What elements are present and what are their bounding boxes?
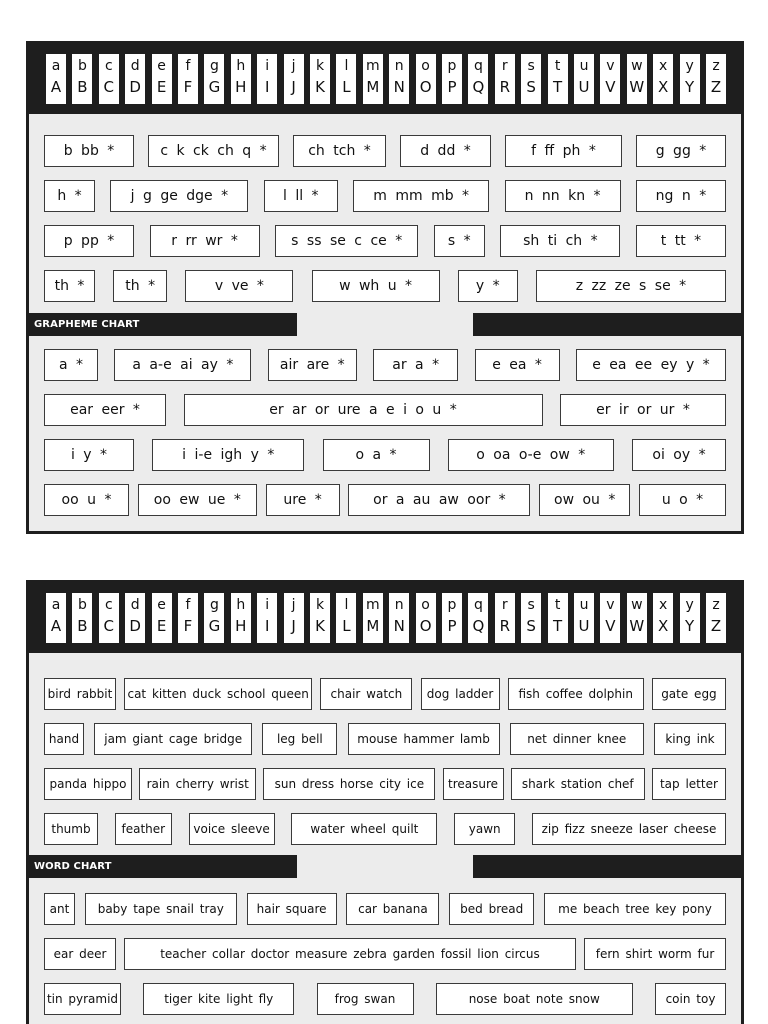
uppercase-letter: Y [685,78,695,96]
uppercase-letter: V [605,78,616,96]
word-vowel-row-2 [44,938,726,970]
lowercase-letter: l [344,597,349,613]
grapheme-box: cat kitten duck school queen [124,678,312,710]
uppercase-letter: N [393,617,405,635]
letter-box-i [257,593,277,643]
grapheme-box: tiger kite light fly [143,983,294,1015]
uppercase-letter: A [50,617,62,635]
lowercase-letter: p [447,58,457,74]
section-bar-grapheme [473,313,741,336]
grapheme-box: a a-e ai ay * [114,349,251,381]
lowercase-letter: o [421,58,430,74]
uppercase-letter: P [447,78,457,96]
lowercase-letter: c [104,58,113,74]
lowercase-letter: g [209,58,219,74]
grapheme-box: leg bell [262,723,337,755]
uppercase-letter: Q [472,617,485,635]
grapheme-box: oi oy * [632,439,726,471]
letter-box-z [706,593,726,643]
grapheme-box: voice sleeve [189,813,275,845]
grapheme-box: ure * [266,484,340,516]
grapheme-box: d dd * [400,135,491,167]
grapheme-consonant-row-3 [44,225,726,257]
lowercase-letter: b [77,58,87,74]
lowercase-letter: n [394,597,404,613]
uppercase-letter: Q [472,78,485,96]
grapheme-box: w wh u * [312,270,440,302]
letter-box-s [521,593,541,643]
grapheme-box: fish coffee dolphin [508,678,644,710]
grapheme-box: oo u * [44,484,129,516]
uppercase-letter: I [264,78,270,96]
letter-box-y [680,54,700,104]
grapheme-box: gate egg [652,678,726,710]
lowercase-letter: s [527,597,535,613]
word-consonant-row-2 [44,723,726,755]
grapheme-box: ch tch * [293,135,386,167]
grapheme-box: g gg * [636,135,726,167]
lowercase-letter: s [527,58,535,74]
grapheme-box: sh ti ch * [500,225,620,257]
lowercase-letter: i [265,597,270,613]
letter-box-m [363,54,383,104]
lowercase-letter: a [51,58,61,74]
letter-box-h [231,593,251,643]
grapheme-box: l ll * [264,180,338,212]
uppercase-letter: C [103,617,115,635]
letter-box-e [152,54,172,104]
letter-box-o [416,54,436,104]
uppercase-letter: G [208,78,221,96]
uppercase-letter: E [156,78,167,96]
lowercase-letter: b [77,597,87,613]
grapheme-box: o a * [323,439,430,471]
grapheme-box: v ve * [185,270,293,302]
grapheme-box: feather [115,813,172,845]
uppercase-letter: D [129,617,141,635]
grapheme-box: me beach tree key pony [544,893,726,925]
uppercase-letter: V [605,617,616,635]
lowercase-letter: v [606,58,615,74]
grapheme-box: baby tape snail tray [85,893,237,925]
uppercase-letter: I [264,617,270,635]
letter-box-i [257,54,277,104]
uppercase-letter: O [419,78,432,96]
uppercase-letter: O [419,617,432,635]
grapheme-box: teacher collar doctor measure zebra garden fossil lion circus [124,938,576,970]
lowercase-letter: v [606,597,615,613]
grapheme-box: thumb [44,813,98,845]
uppercase-letter: Z [710,617,722,635]
uppercase-letter: N [393,78,405,96]
letter-box-u [574,54,594,104]
letter-box-n [389,593,409,643]
uppercase-letter: L [342,78,351,96]
letter-box-p [442,593,462,643]
letter-box-u [574,593,594,643]
grapheme-box: th * [44,270,95,302]
grapheme-box: sun dress horse city ice [263,768,435,800]
uppercase-letter: J [291,617,296,635]
grapheme-box: b bb * [44,135,134,167]
letter-box-b [72,54,92,104]
lowercase-letter: h [236,597,246,613]
grapheme-box: nose boat note snow [436,983,633,1015]
grapheme-box: o oa o-e ow * [448,439,614,471]
lowercase-letter: u [579,597,589,613]
lowercase-letter: r [501,597,508,613]
uppercase-letter: G [208,617,221,635]
grapheme-box: bird rabbit [44,678,116,710]
grapheme-box: r rr wr * [150,225,260,257]
lowercase-letter: i [265,58,270,74]
uppercase-letter: Z [710,78,722,96]
lowercase-letter: x [659,58,668,74]
lowercase-letter: q [473,597,483,613]
uppercase-letter: W [629,617,645,635]
uppercase-letter: H [235,617,247,635]
word-vowel-row-3 [44,983,726,1015]
grapheme-box: ear eer * [44,394,166,426]
grapheme-box: zip fizz sneeze laser cheese [532,813,726,845]
grapheme-box: er ar or ure a e i o u * [184,394,543,426]
uppercase-letter: B [77,617,88,635]
grapheme-chart [26,41,744,534]
grapheme-box: z zz ze s se * [536,270,726,302]
uppercase-letter: Y [685,617,695,635]
letter-box-n [389,54,409,104]
uppercase-letter: U [578,78,590,96]
letter-box-w [627,593,647,643]
uppercase-letter: L [342,617,351,635]
uppercase-letter: J [291,78,296,96]
grapheme-box: h * [44,180,95,212]
word-consonant-row-4 [44,813,726,845]
grapheme-box: a * [44,349,98,381]
letter-box-d [125,593,145,643]
grapheme-box: tin pyramid [44,983,121,1015]
lowercase-letter: r [501,58,508,74]
lowercase-letter: k [315,58,325,74]
grapheme-box: n nn kn * [505,180,621,212]
grapheme-box: shark station chef [511,768,645,800]
section-label-word: WORD CHART [29,855,297,878]
lowercase-letter: g [209,597,219,613]
uppercase-letter: F [183,78,193,96]
lowercase-letter: m [365,597,380,613]
uppercase-letter: X [658,78,669,96]
grapheme-box: yawn [454,813,515,845]
uppercase-letter: P [447,617,457,635]
lowercase-letter: p [447,597,457,613]
lowercase-letter: d [130,58,140,74]
lowercase-letter: u [579,58,589,74]
letter-box-d [125,54,145,104]
uppercase-letter: K [315,78,325,96]
grapheme-box: i y * [44,439,134,471]
letter-box-x [653,593,673,643]
letter-box-g [204,593,224,643]
grapheme-box: y * [458,270,518,302]
word-consonant-row-3 [44,768,726,800]
letter-box-q [468,54,488,104]
letter-box-y [680,593,700,643]
word-consonant-row-1 [44,678,726,710]
uppercase-letter: F [183,617,193,635]
grapheme-box: p pp * [44,225,134,257]
uppercase-letter: S [526,617,536,635]
grapheme-box: er ir or ur * [560,394,726,426]
grapheme-box: i i-e igh y * [152,439,304,471]
letter-box-x [653,54,673,104]
uppercase-letter: U [578,617,590,635]
uppercase-letter: R [499,617,511,635]
letter-box-f [178,593,198,643]
grapheme-box: water wheel quilt [291,813,437,845]
uppercase-letter: M [366,78,380,96]
letter-box-a [46,54,66,104]
grapheme-box: ow ou * [539,484,630,516]
lowercase-letter: w [631,597,643,613]
uppercase-letter: M [366,617,380,635]
letter-box-l [336,593,356,643]
uppercase-letter: T [553,617,563,635]
lowercase-letter: n [394,58,404,74]
uppercase-letter: X [658,617,669,635]
lowercase-letter: c [104,597,113,613]
grapheme-box: j g ge dge * [110,180,248,212]
letter-box-j [284,54,304,104]
grapheme-consonant-row-2 [44,180,726,212]
grapheme-box: or a au aw oor * [348,484,530,516]
grapheme-box: oo ew ue * [138,484,257,516]
lowercase-letter: x [659,597,668,613]
lowercase-letter: y [685,597,694,613]
word-vowel-row-1 [44,893,726,925]
grapheme-consonant-row-1 [44,135,726,167]
uppercase-letter: R [499,78,511,96]
lowercase-letter: h [236,58,246,74]
letter-box-v [600,593,620,643]
lowercase-letter: a [51,597,61,613]
alphabet-strip [29,583,741,653]
grapheme-box: t tt * [636,225,726,257]
letter-box-q [468,593,488,643]
alphabet-row [46,593,726,643]
grapheme-box: ar a * [373,349,458,381]
letter-box-b [72,593,92,643]
letter-box-c [99,593,119,643]
letter-box-o [416,593,436,643]
letter-box-s [521,54,541,104]
letter-box-w [627,54,647,104]
letter-box-k [310,54,330,104]
uppercase-letter: H [235,78,247,96]
lowercase-letter: w [631,58,643,74]
lowercase-letter: q [473,58,483,74]
grapheme-box: net dinner knee [510,723,644,755]
lowercase-letter: l [344,58,349,74]
grapheme-box: bed bread [449,893,534,925]
section-bar-word [473,855,741,878]
lowercase-letter: j [291,58,296,74]
grapheme-box: f ff ph * [505,135,622,167]
letter-box-z [706,54,726,104]
grapheme-box: s ss se c ce * [275,225,418,257]
lowercase-letter: z [712,58,720,74]
uppercase-letter: C [103,78,115,96]
grapheme-box: rain cherry wrist [139,768,256,800]
section-label-grapheme: GRAPHEME CHART [29,313,297,336]
grapheme-box: coin toy [655,983,726,1015]
letter-box-c [99,54,119,104]
grapheme-box: hand [44,723,84,755]
letter-box-f [178,54,198,104]
lowercase-letter: t [554,58,561,74]
lowercase-letter: m [365,58,380,74]
grapheme-box: tap letter [652,768,726,800]
word-chart [26,580,744,1024]
lowercase-letter: y [685,58,694,74]
grapheme-vowel-row-3 [44,439,726,471]
letter-box-t [548,593,568,643]
grapheme-box: ear deer [44,938,116,970]
uppercase-letter: K [315,617,325,635]
lowercase-letter: o [421,597,430,613]
uppercase-letter: A [50,78,62,96]
grapheme-box: air are * [268,349,357,381]
grapheme-consonant-row-4 [44,270,726,302]
grapheme-box: hair square [247,893,337,925]
letter-box-j [284,593,304,643]
uppercase-letter: T [553,78,563,96]
letter-box-k [310,593,330,643]
grapheme-box: car banana [346,893,439,925]
lowercase-letter: k [315,597,325,613]
grapheme-vowel-row-1 [44,349,726,381]
grapheme-box: king ink [654,723,726,755]
lowercase-letter: e [157,597,166,613]
grapheme-box: e ea * [475,349,560,381]
grapheme-box: chair watch [320,678,412,710]
grapheme-box: fern shirt worm fur [584,938,726,970]
grapheme-box: e ea ee ey y * [576,349,726,381]
lowercase-letter: t [554,597,561,613]
grapheme-box: jam giant cage bridge [94,723,252,755]
letter-box-g [204,54,224,104]
uppercase-letter: W [629,78,645,96]
grapheme-box: dog ladder [421,678,500,710]
lowercase-letter: f [185,597,191,613]
lowercase-letter: j [291,597,296,613]
letter-box-t [548,54,568,104]
letter-box-m [363,593,383,643]
grapheme-box: m mm mb * [353,180,489,212]
grapheme-box: s * [434,225,485,257]
lowercase-letter: e [157,58,166,74]
letter-box-r [495,593,515,643]
uppercase-letter: E [156,617,167,635]
lowercase-letter: f [185,58,191,74]
grapheme-box: th * [113,270,167,302]
letter-box-e [152,593,172,643]
grapheme-box: mouse hammer lamb [348,723,500,755]
grapheme-box: treasure [443,768,504,800]
grapheme-box: u o * [639,484,726,516]
alphabet-strip [29,44,741,114]
uppercase-letter: S [526,78,536,96]
lowercase-letter: z [712,597,720,613]
grapheme-box: frog swan [317,983,414,1015]
grapheme-box: c k ck ch q * [148,135,279,167]
letter-box-v [600,54,620,104]
letter-box-a [46,593,66,643]
letter-box-l [336,54,356,104]
letter-box-r [495,54,515,104]
lowercase-letter: d [130,597,140,613]
grapheme-vowel-row-4 [44,484,726,516]
alphabet-row [46,54,726,104]
letter-box-h [231,54,251,104]
grapheme-box: panda hippo [44,768,132,800]
uppercase-letter: B [77,78,88,96]
grapheme-vowel-row-2 [44,394,726,426]
grapheme-box: ant [44,893,75,925]
uppercase-letter: D [129,78,141,96]
letter-box-p [442,54,462,104]
grapheme-box: ng n * [636,180,726,212]
